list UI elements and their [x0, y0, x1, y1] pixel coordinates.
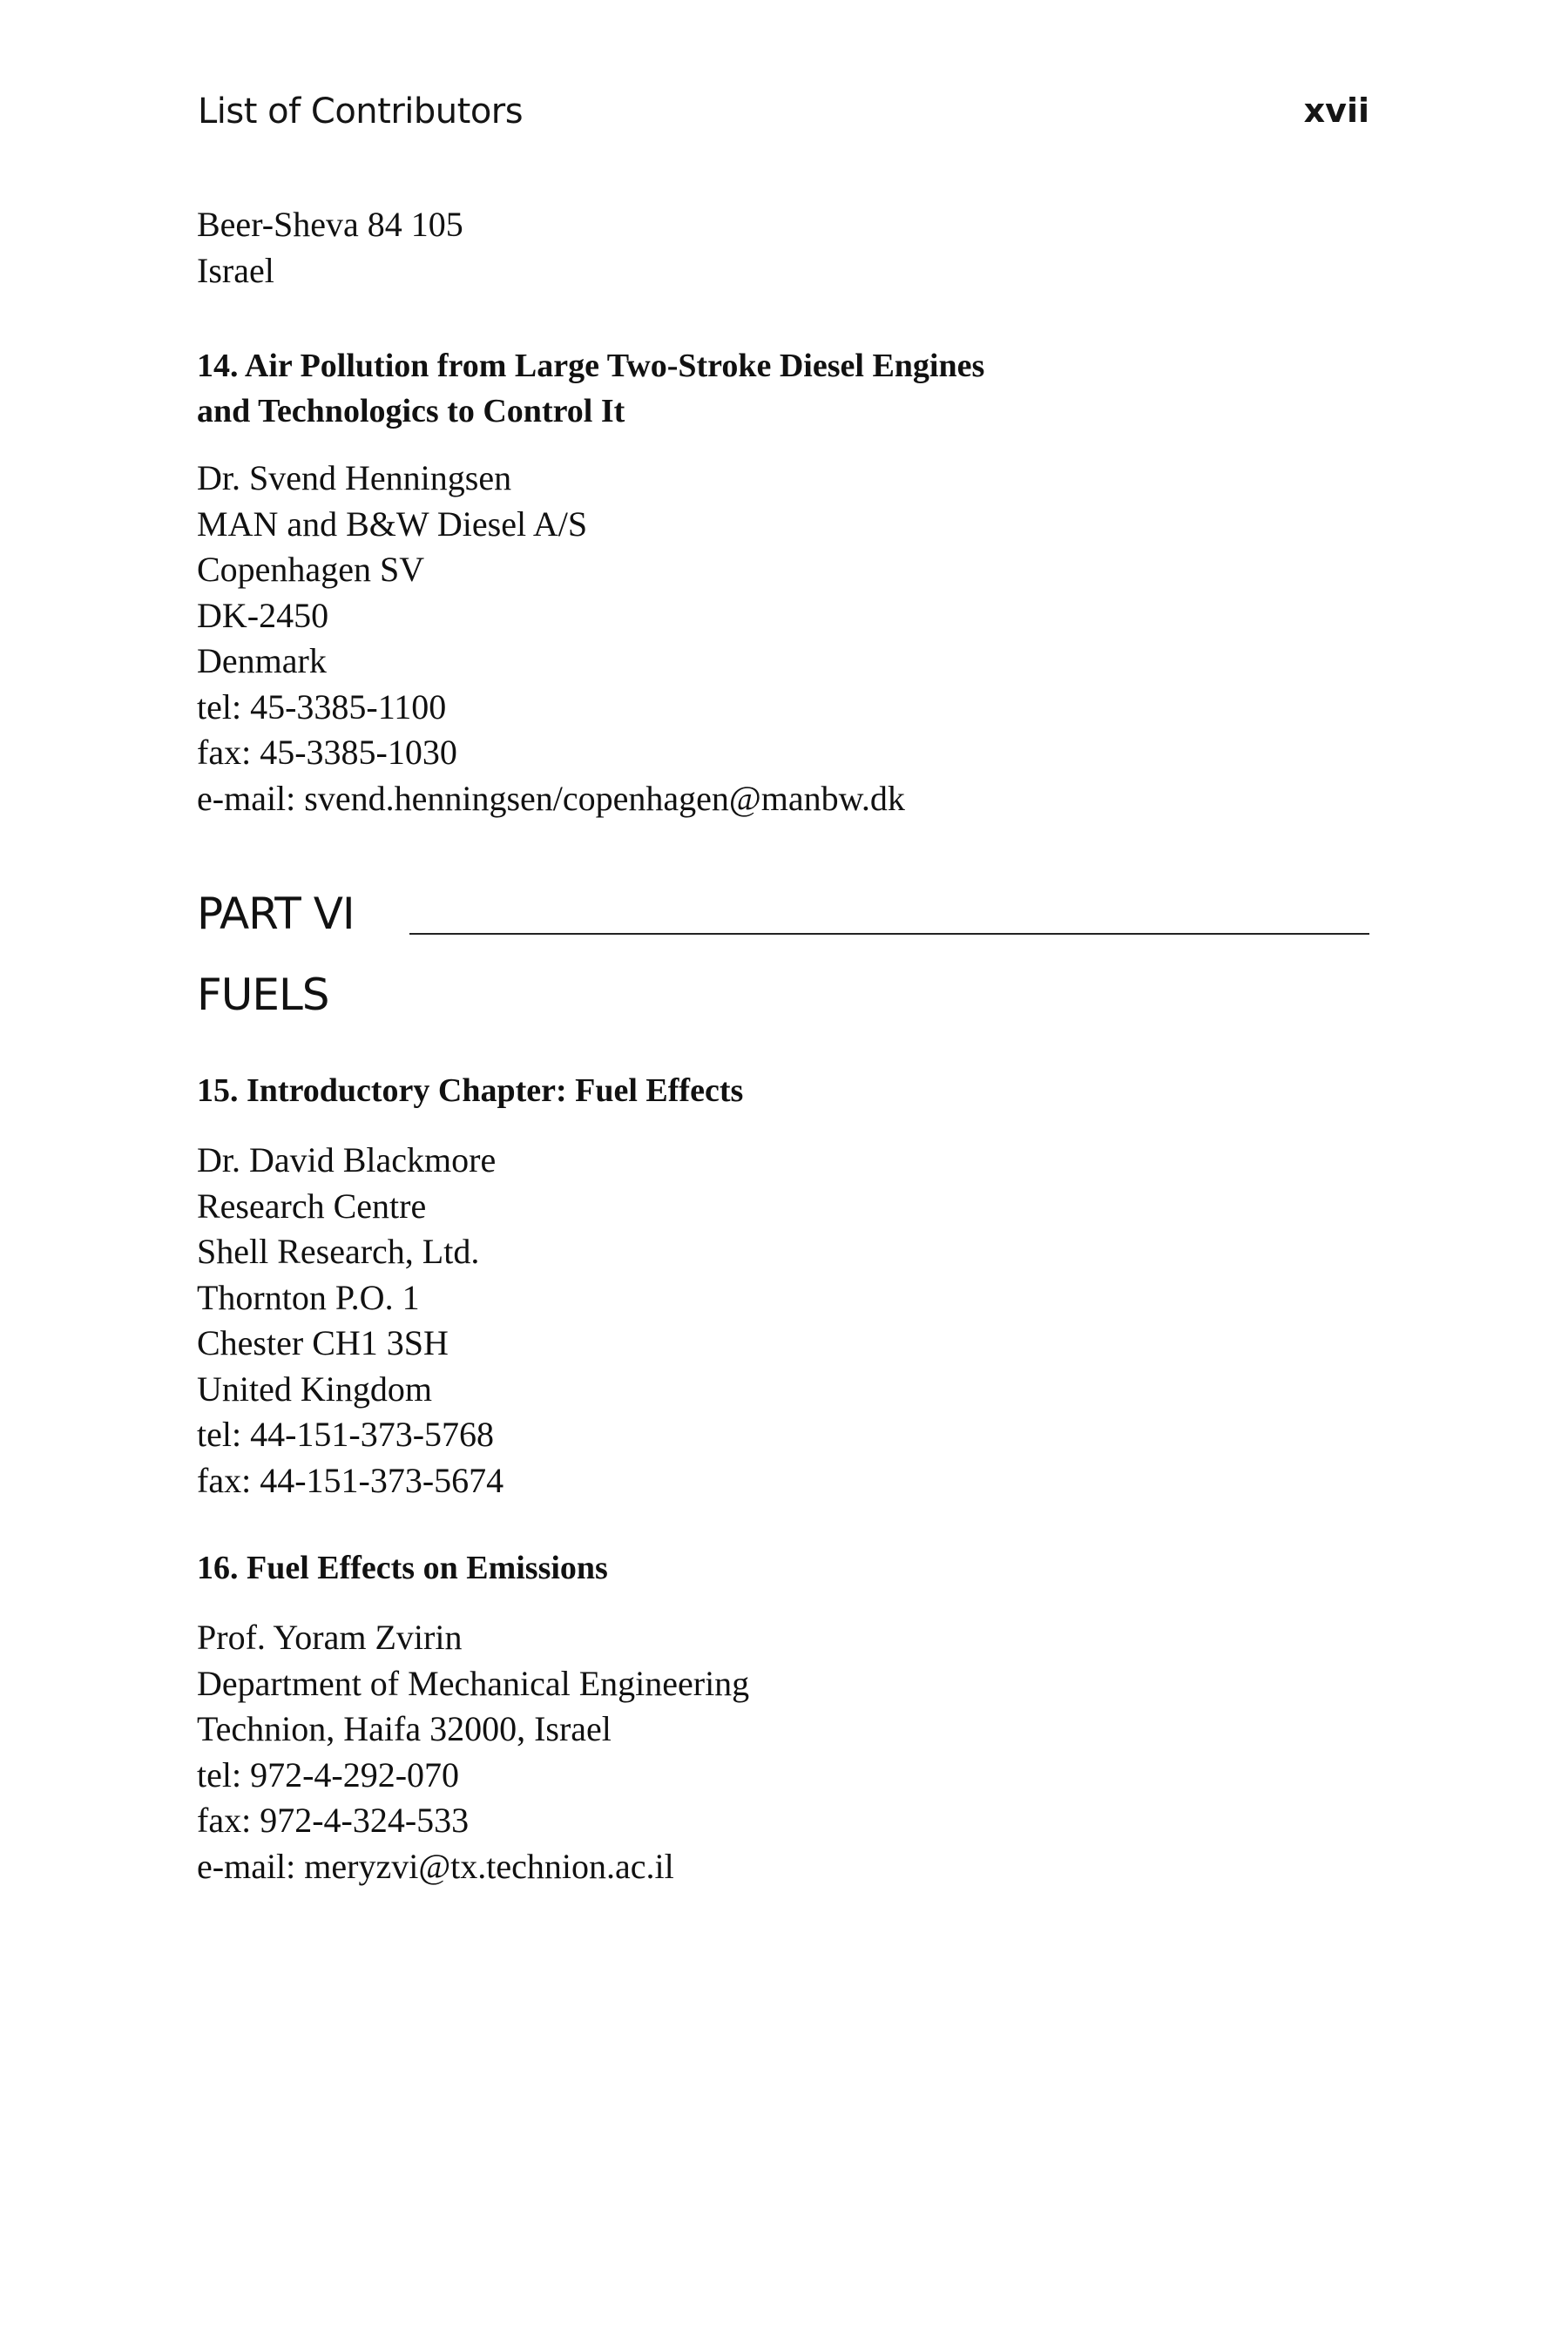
- part-title: FUELS: [197, 970, 329, 1020]
- affiliation-line: MAN and B&W Diesel A/S: [197, 504, 588, 544]
- address-line: Israel: [197, 250, 274, 290]
- contributor-name: Prof. Yoram Zvirin: [197, 1618, 463, 1657]
- affiliation-line: United Kingdom: [197, 1369, 432, 1409]
- email-line: e-mail: meryzvi@tx.technion.ac.il: [197, 1846, 674, 1886]
- affiliation-line: Thornton P.O. 1: [197, 1277, 420, 1317]
- affiliation-line: DK-2450: [197, 595, 329, 635]
- chapter-15-contributor: [197, 1138, 504, 1504]
- part-divider-rule: [409, 933, 1369, 935]
- chapter-16-heading: [197, 1545, 608, 1591]
- affiliation-line: Research Centre: [197, 1186, 427, 1226]
- chapter-14-heading: [197, 343, 984, 434]
- affiliation-line: Denmark: [197, 641, 327, 680]
- email-line: e-mail: svend.henningsen/copenhagen@manbw.dk: [197, 778, 905, 818]
- running-head: List of Contributors: [198, 91, 524, 132]
- chapter-14-contributor: [197, 456, 905, 821]
- affiliation-line: Shell Research, Ltd.: [197, 1232, 480, 1271]
- chapter-15-heading: [197, 1068, 743, 1113]
- affiliation-line: Technion, Haifa 32000, Israel: [197, 1709, 612, 1748]
- telephone-line: tel: 972-4-292-070: [197, 1754, 460, 1794]
- chapter-heading-line: 14. Air Pollution from Large Two-Stroke Diesel Engines: [197, 348, 985, 384]
- fax-line: fax: 45-3385-1030: [197, 733, 457, 772]
- chapter-16-contributor: [197, 1615, 749, 1889]
- chapter-heading-line: and Technologics to Control It: [197, 393, 625, 429]
- telephone-line: tel: 44-151-373-5768: [197, 1415, 495, 1454]
- chapter-heading-line: 15. Introductory Chapter: Fuel Effects: [197, 1072, 744, 1109]
- page-number: xvii: [1303, 91, 1369, 130]
- telephone-line: tel: 45-3385-1100: [197, 686, 447, 727]
- contributor-name: Dr. Svend Henningsen: [197, 458, 512, 497]
- chapter-heading-line: 16. Fuel Effects on Emissions: [197, 1550, 608, 1586]
- fax-line: fax: 44-151-373-5674: [197, 1460, 504, 1500]
- part-label: PART VI: [197, 889, 355, 939]
- affiliation-line: Copenhagen SV: [197, 550, 425, 589]
- continued-address-block: [197, 202, 463, 294]
- contributor-name: Dr. David Blackmore: [197, 1140, 497, 1179]
- address-line: Beer-Sheva 84 105: [197, 205, 463, 244]
- affiliation-line: Chester CH1 3SH: [197, 1323, 449, 1362]
- fax-line: fax: 972-4-324-533: [197, 1801, 470, 1840]
- affiliation-line: Department of Mechanical Engineering: [197, 1663, 750, 1703]
